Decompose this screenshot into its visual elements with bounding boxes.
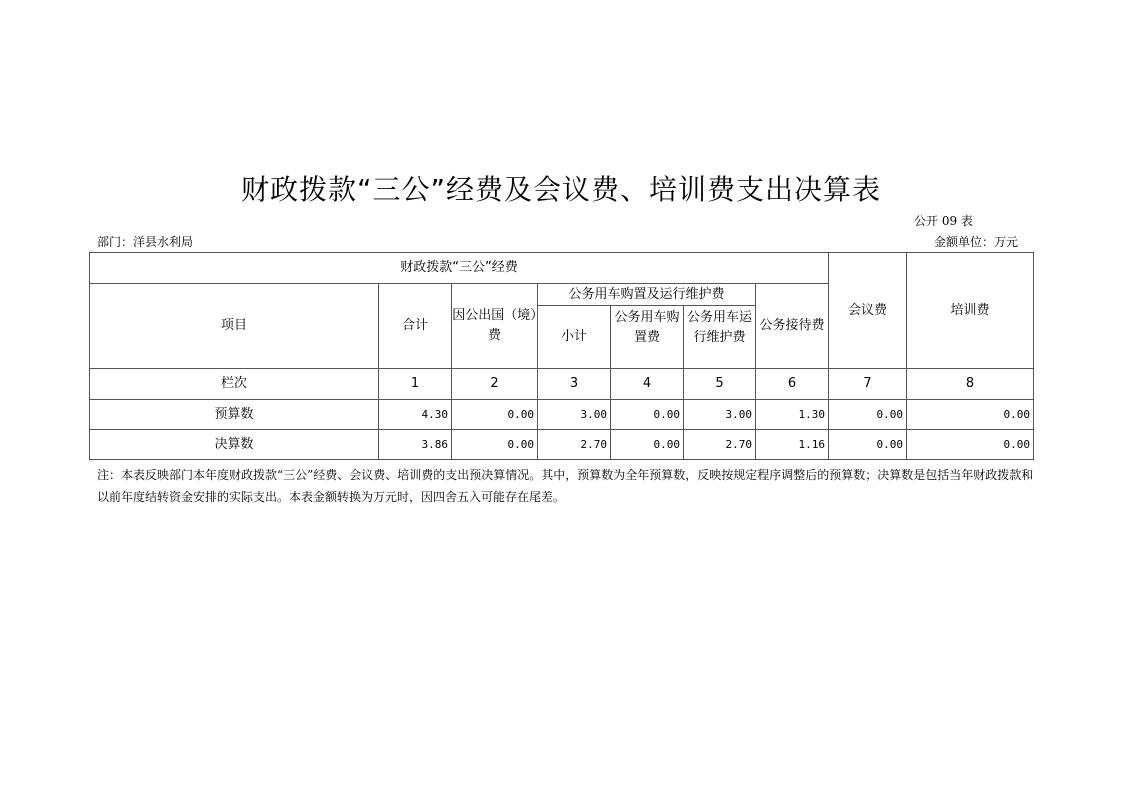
- column-number: 5: [684, 369, 756, 400]
- table-cell: 0.00: [452, 400, 538, 430]
- sangong-header: 财政拨款“三公”经费: [90, 253, 829, 284]
- row-label: 预算数: [90, 400, 379, 430]
- table-cell: 2.70: [538, 430, 611, 460]
- column-number: 4: [611, 369, 684, 400]
- reception-header: 公务接待费: [756, 284, 829, 369]
- table-cell: 0.00: [452, 430, 538, 460]
- table-cell: 0.00: [907, 400, 1034, 430]
- table-cell: 0.00: [611, 430, 684, 460]
- table-cell: 0.00: [907, 430, 1034, 460]
- abroad-header: 因公出国（境）费: [452, 284, 538, 369]
- page-title: 财政拨款“三公”经费及会议费、培训费支出决算表: [240, 173, 881, 206]
- column-number-label: 栏次: [90, 369, 379, 400]
- vehicle-group-header: 公务用车购置及运行维护费: [538, 284, 756, 306]
- total-header: 合计: [379, 284, 452, 369]
- table-cell: 3.86: [379, 430, 452, 460]
- column-number: 1: [379, 369, 452, 400]
- table-row: [90, 430, 1034, 460]
- expenditure-table: [89, 252, 1034, 460]
- table-cell: 2.70: [684, 430, 756, 460]
- column-number: 7: [829, 369, 907, 400]
- department-label: 部门：洋县水利局: [97, 235, 194, 249]
- subtotal-header: 小计: [538, 306, 611, 369]
- table-row: [90, 400, 1034, 430]
- vehicle-purchase-header: 公务用车购置费: [611, 306, 684, 369]
- footnote: 注：本表反映部门本年度财政拨款“三公”经费、会议费、培训费的支出预决算情况。其中，预算数为全年预算数，反映按规定程序调整后的预算数；决算数是包括当年财政拨款和以前年度结转资金安排的实际支出。本表金额转换为万元时，因四舍五入可能存在尾差。: [97, 468, 1034, 504]
- table-number: 公开 09 表: [914, 214, 973, 228]
- column-number: 3: [538, 369, 611, 400]
- vehicle-operation-header: 公务用车运行维护费: [684, 306, 756, 369]
- unit-label: 金额单位：万元: [934, 235, 1019, 249]
- column-number: 2: [452, 369, 538, 400]
- column-number: 6: [756, 369, 829, 400]
- meeting-header: 会议费: [829, 253, 907, 369]
- table-cell: 1.16: [756, 430, 829, 460]
- table-cell: 3.00: [684, 400, 756, 430]
- table-cell: 0.00: [829, 430, 907, 460]
- training-header: 培训费: [907, 253, 1034, 369]
- row-label: 决算数: [90, 430, 379, 460]
- column-number: 8: [907, 369, 1034, 400]
- item-header: 项目: [90, 284, 379, 369]
- table-cell: 4.30: [379, 400, 452, 430]
- table-cell: 1.30: [756, 400, 829, 430]
- table-cell: 0.00: [829, 400, 907, 430]
- table-cell: 3.00: [538, 400, 611, 430]
- table-cell: 0.00: [611, 400, 684, 430]
